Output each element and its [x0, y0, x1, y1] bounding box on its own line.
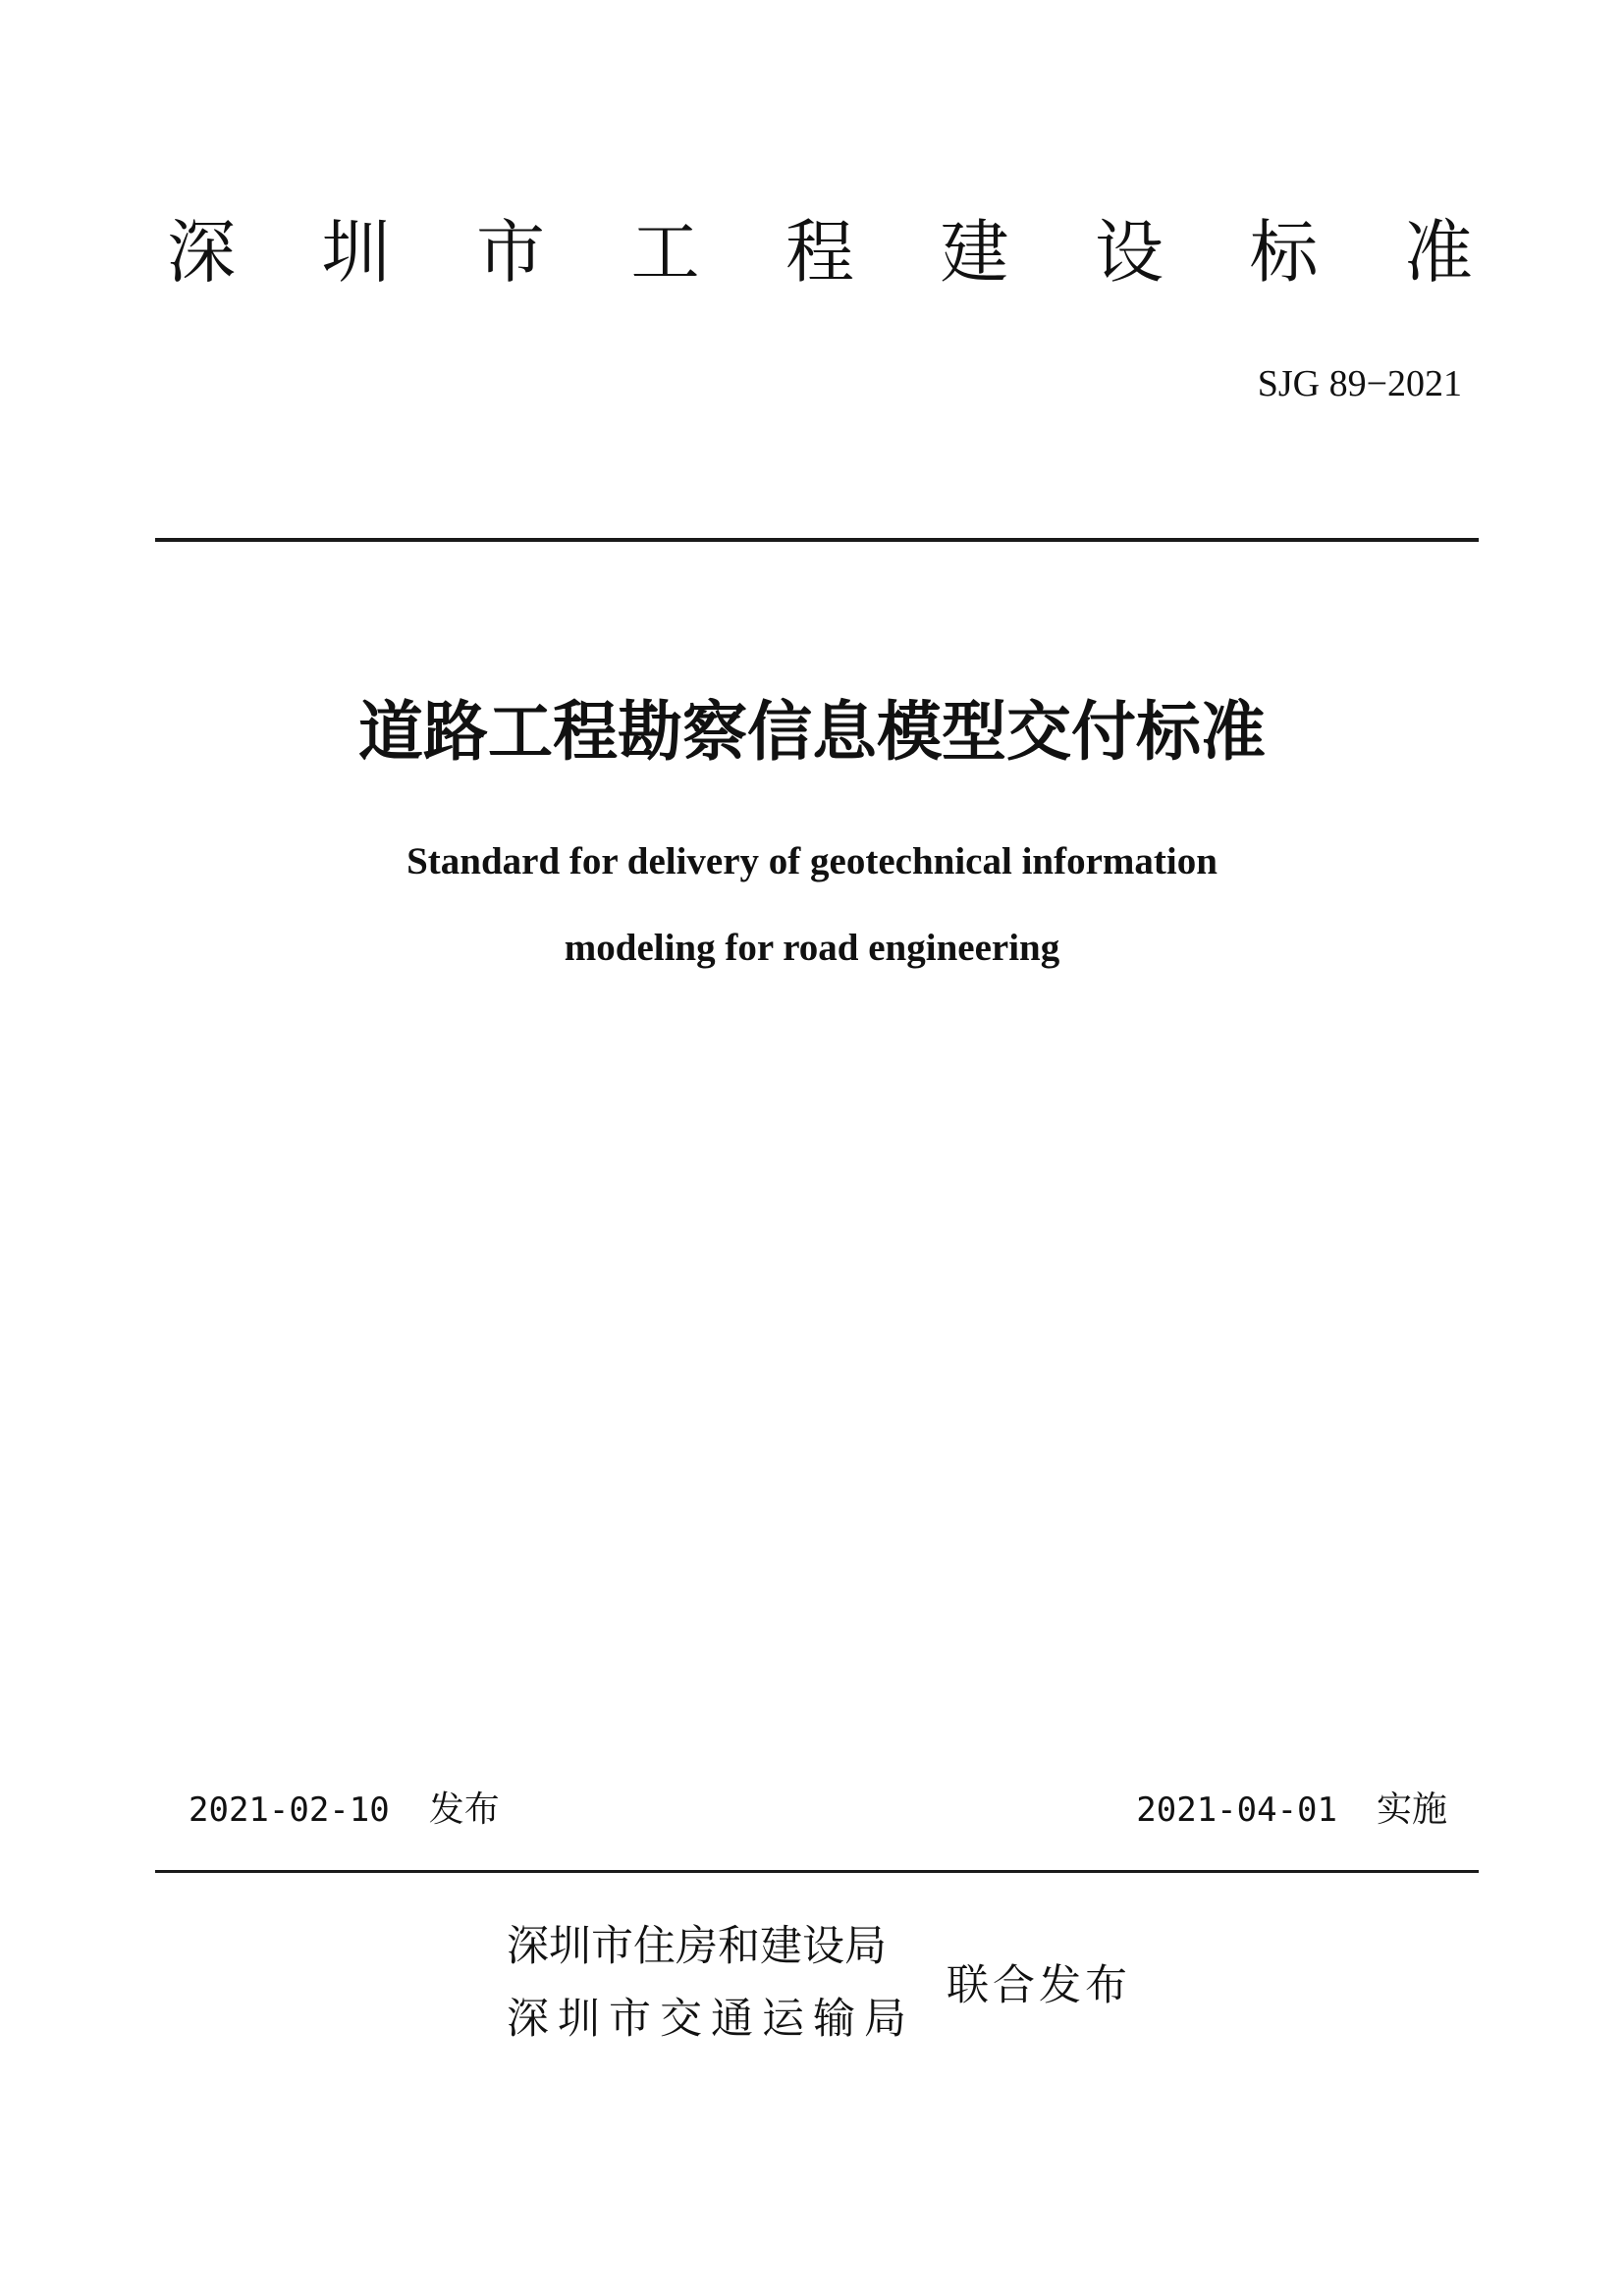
title-english-line-1: Standard for delivery of geotechnical information	[406, 840, 1218, 882]
issuer-transport-bureau: 深圳市交通运输局	[507, 1995, 915, 2044]
series-title-char: 工	[630, 212, 700, 293]
top-divider	[155, 538, 1479, 542]
title-english-line-2: modeling for road engineering	[564, 927, 1060, 969]
series-title	[167, 212, 1473, 293]
joint-release-label: 联合发布	[947, 1961, 1131, 2010]
series-title-char: 准	[1404, 212, 1473, 293]
effective-label: 实施	[1376, 1789, 1447, 1830]
series-title-char: 设	[1095, 212, 1164, 293]
bottom-divider	[155, 1870, 1479, 1873]
publish-label: 发布	[428, 1789, 500, 1830]
title-chinese: 道路工程勘察信息模型交付标准	[358, 693, 1266, 770]
standard-number: SJG 89−2021	[1257, 363, 1462, 404]
issuer-list	[507, 1922, 915, 2044]
issuer-housing-bureau: 深圳市住房和建设局	[507, 1922, 887, 1971]
series-title-char: 建	[940, 212, 1009, 293]
series-title-char: 市	[476, 212, 545, 293]
effective-date-row	[1136, 1789, 1447, 1830]
series-title-char: 程	[785, 212, 854, 293]
effective-date: 2021-04-01	[1136, 1790, 1337, 1830]
series-title-char: 深	[167, 212, 236, 293]
series-title-char: 圳	[321, 212, 391, 293]
publish-date: 2021-02-10	[189, 1790, 390, 1830]
series-title-char: 标	[1249, 212, 1319, 293]
publish-date-row	[189, 1789, 500, 1830]
